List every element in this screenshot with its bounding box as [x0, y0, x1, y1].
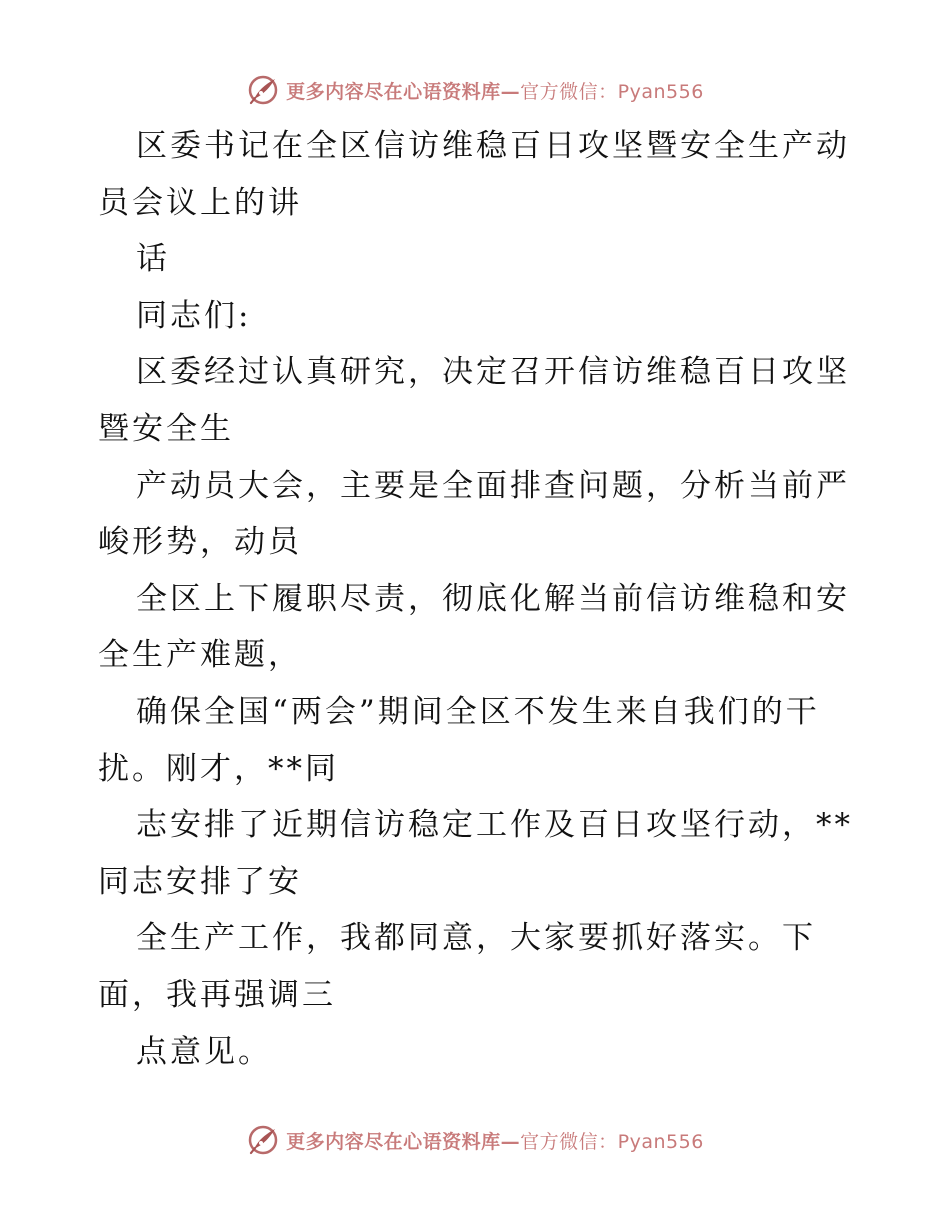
document-line: 扰。刚才，**同 — [98, 750, 339, 787]
document-line: 区委经过认真研究，决定召开信访维稳百日攻坚 — [136, 354, 850, 391]
document-line: 全区上下履职尽责，彻底化解当前信访维稳和安 — [136, 580, 850, 617]
footer-watermark — [0, 1120, 950, 1160]
document-line: 话 — [136, 241, 170, 278]
document-line: 确保全国“两会”期间全区不发生来自我们的干 — [136, 693, 820, 730]
header-watermark — [0, 70, 950, 110]
banner-separator: — — [500, 80, 521, 103]
document-line: 全生产工作，我都同意，大家要抓好落实。下 — [136, 920, 816, 957]
document-line: 峻形势，动员 — [98, 524, 302, 561]
document-line: 暨安全生 — [98, 410, 234, 447]
document-line: 面，我再强调三 — [98, 976, 336, 1013]
banner-separator: — — [500, 1130, 521, 1153]
banner-wechat: 官方微信：Pyan556 — [520, 1130, 704, 1153]
banner-wechat: 官方微信：Pyan556 — [520, 80, 704, 103]
banner-text: 更多内容尽在心语资料库 — [286, 80, 501, 103]
document-line: 点意见。 — [136, 1033, 272, 1070]
banner-text: 更多内容尽在心语资料库 — [286, 1130, 501, 1153]
document-body — [98, 118, 858, 1080]
document-line: 区委书记在全区信访维稳百日攻坚暨安全生产动 — [136, 128, 850, 164]
document-line: 员会议上的讲 — [98, 184, 302, 221]
document-line: 同志们: — [136, 297, 252, 334]
quill-logo-icon — [246, 73, 280, 107]
document-line: 产动员大会，主要是全面排查问题，分析当前严 — [136, 467, 850, 504]
document-line: 全生产难题， — [98, 637, 302, 674]
document-line: 同志安排了安 — [98, 863, 302, 900]
quill-logo-icon — [246, 1123, 280, 1157]
document-line: 志安排了近期信访稳定工作及百日攻坚行动，** — [136, 807, 853, 844]
